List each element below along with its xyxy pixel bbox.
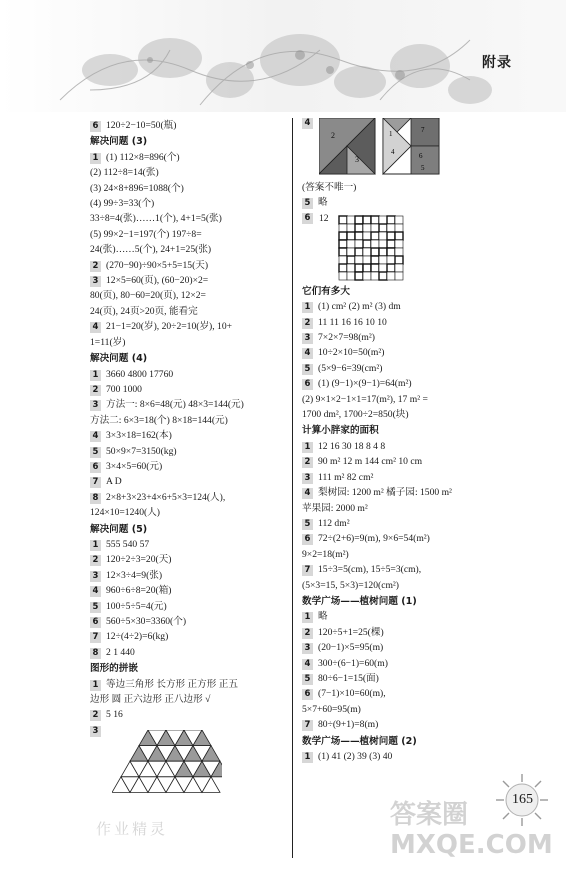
section-heading: 数学广场——植树问题 (2) <box>302 735 417 747</box>
grid-cell <box>371 256 379 264</box>
grid-cell <box>355 224 363 232</box>
answer-line <box>90 242 288 257</box>
question-number: 4 <box>302 488 313 499</box>
answer-text: 120÷2÷3=20(天) <box>106 554 172 566</box>
grid-cell <box>339 272 347 280</box>
answer-line <box>90 707 288 722</box>
answer-text: 90 m² 12 m 144 cm² 10 cm <box>318 456 423 468</box>
grid-cell <box>355 248 363 256</box>
answer-text: 12 <box>319 212 329 224</box>
answer-line <box>90 413 288 428</box>
answer-line <box>90 319 288 334</box>
grid-cell <box>371 232 379 240</box>
answer-text: 700 1000 <box>106 383 142 395</box>
grid-cell <box>347 256 355 264</box>
section-heading: 解决问题 (4) <box>90 353 148 365</box>
question-number: 1 <box>90 153 101 164</box>
answer-line <box>90 645 288 660</box>
answer-line <box>302 578 507 593</box>
grid-cell <box>387 240 395 248</box>
grid-cell <box>379 264 387 272</box>
question-number: 1 <box>90 680 101 691</box>
answer-text: 2×8+3×23+4×6+5×3=124(人), <box>106 491 226 503</box>
answer-text: 7×2×7=98(m²) <box>318 332 375 344</box>
grid-cell <box>371 216 379 224</box>
watermark-text: 答案圈 MXQE.COM <box>390 800 553 860</box>
answer-text: 21−1=20(岁), 20÷2=10(岁), 10+ <box>106 321 233 333</box>
answer-line <box>302 330 507 345</box>
section-heading: 计算小胖家的面积 <box>302 425 379 437</box>
grid-cell <box>395 224 403 232</box>
answer-line <box>302 640 507 655</box>
answer-line <box>90 552 288 567</box>
question-number: 1 <box>90 540 101 551</box>
answer-line <box>90 444 288 459</box>
answer-line <box>90 258 288 273</box>
question-number: 3 <box>90 276 101 287</box>
answer-line <box>90 118 288 133</box>
answer-line <box>90 397 288 412</box>
grid-cell <box>363 272 371 280</box>
answer-text: 3660 4800 17760 <box>106 368 174 380</box>
answer-line <box>302 531 507 546</box>
question-number: 6 <box>302 534 313 545</box>
answer-text: (2) 9×1×2−1×1=17(m²), 17 m² = <box>302 393 428 405</box>
question-number: 6 <box>302 213 313 224</box>
answer-text: (1) cm² (2) m² (3) dm <box>318 301 401 313</box>
tangram-label: 3 <box>355 155 359 164</box>
question-number: 3 <box>90 400 101 411</box>
tangram-label: 4 <box>391 148 395 156</box>
grid-cell <box>379 248 387 256</box>
answer-line <box>302 392 507 407</box>
grid-cell <box>379 216 387 224</box>
question-number: 3 <box>90 726 101 737</box>
answer-line <box>302 485 507 500</box>
answer-line <box>90 677 288 692</box>
grid-cell <box>371 272 379 280</box>
grid-cell <box>363 216 371 224</box>
answer-line <box>90 428 288 443</box>
grid-cell <box>379 224 387 232</box>
grid-cell <box>395 256 403 264</box>
question-number: 5 <box>302 519 313 530</box>
question-number: 5 <box>302 198 313 209</box>
grid-cell <box>371 240 379 248</box>
answer-text: 边形 圆 正六边形 正八边形 √ <box>90 694 211 706</box>
tangram-label: 6 <box>419 152 423 160</box>
grid-figure-block <box>302 211 507 283</box>
answer-line <box>302 439 507 454</box>
right-column <box>302 118 507 764</box>
grid-cell <box>387 232 395 240</box>
grid-cell <box>347 248 355 256</box>
answer-line <box>90 505 288 520</box>
left-column <box>90 118 288 738</box>
answer-text: 80÷6−1=15(面) <box>318 672 379 684</box>
answer-line <box>90 537 288 552</box>
answer-line <box>302 501 507 516</box>
answer-text: 124×10=1240(人) <box>90 507 160 519</box>
answer-note: (答案不唯一) <box>302 182 357 193</box>
grid-cell <box>387 224 395 232</box>
answer-text: 5×7+60=95(m) <box>302 703 361 715</box>
answer-text: 80÷(9+1)=8(m) <box>318 719 379 731</box>
grid-cell <box>387 264 395 272</box>
grid-cell <box>395 248 403 256</box>
answer-text: (5) 99×2−1=197(个) 197÷8= <box>90 228 202 240</box>
grid-cell <box>387 256 395 264</box>
page-number: 165 <box>512 792 533 807</box>
answer-text: 111 m² 82 cm² <box>318 471 374 483</box>
answer-text: 11 11 16 16 10 10 <box>318 316 387 328</box>
grid-cell <box>355 272 363 280</box>
answer-line <box>302 299 507 314</box>
answer-line <box>302 717 507 732</box>
answer-line <box>90 211 288 226</box>
answer-text: (7−1)×10=60(m), <box>318 688 386 700</box>
answer-text: 1=11(岁) <box>90 336 126 348</box>
grid-cell <box>395 232 403 240</box>
tangram-label: 1 <box>389 130 393 138</box>
question-number: 5 <box>302 364 313 375</box>
answer-text: 24(页), 24页>20页, 能看完 <box>90 305 198 317</box>
answer-text: 33÷8=4(张)……1(个), 4+1=5(张) <box>90 213 222 225</box>
question-number: 7 <box>90 632 101 643</box>
answer-text: 12×5=60(页), (60−20)×2= <box>106 275 209 287</box>
answer-text: 略 <box>318 197 328 209</box>
answer-line <box>302 671 507 686</box>
answer-line <box>90 367 288 382</box>
grid-cell <box>371 248 379 256</box>
answer-text: 80(页), 80−60=20(页), 12×2= <box>90 290 206 302</box>
answer-line <box>302 376 507 391</box>
grid-cell <box>347 272 355 280</box>
section-heading: 图形的拼嵌 <box>90 663 138 675</box>
answer-line <box>90 599 288 614</box>
answer-line <box>302 315 507 330</box>
grid-cell <box>363 264 371 272</box>
question-number: 5 <box>302 674 313 685</box>
grid-cell <box>379 256 387 264</box>
answer-line <box>302 702 507 717</box>
header-banner <box>0 0 566 112</box>
answer-text: 12÷(4÷2)=6(kg) <box>106 631 169 643</box>
answer-text: (5×9−6=39(cm²) <box>318 362 383 374</box>
answer-text: 1700 dm², 1700÷2=850(块) <box>302 409 409 421</box>
grid-figure <box>338 215 418 281</box>
answer-line <box>302 609 507 624</box>
answer-text: 15÷3=5(cm), 15÷5=3(cm), <box>318 564 422 576</box>
answer-text: 112 dm² <box>318 517 350 529</box>
answer-text: 2 1 440 <box>106 646 135 658</box>
answer-line <box>302 562 507 577</box>
grid-cell <box>339 264 347 272</box>
grid-cell <box>347 240 355 248</box>
answer-text: (20−1)×5=95(m) <box>318 642 384 654</box>
answer-text: 120÷2−10=50(瓶) <box>106 120 177 131</box>
answer-line <box>90 150 288 165</box>
answer-text: 50×9×7=3150(kg) <box>106 445 177 457</box>
grid-cell <box>387 272 395 280</box>
answer-line <box>302 361 507 376</box>
answer-text: 100÷5÷5=4(元) <box>106 600 167 612</box>
question-number: 1 <box>302 612 313 623</box>
answer-line <box>90 474 288 489</box>
answer-line <box>90 614 288 629</box>
question-number: 6 <box>302 689 313 700</box>
question-number: 3 <box>90 571 101 582</box>
grid-cell <box>355 264 363 272</box>
tangram-figures <box>319 118 441 176</box>
question-number: 4 <box>90 586 101 597</box>
grid-cell <box>395 240 403 248</box>
question-number: 4 <box>302 348 313 359</box>
grid-cell <box>395 272 403 280</box>
question-number: 6 <box>90 617 101 628</box>
answer-line <box>302 195 507 210</box>
grid-cell <box>379 232 387 240</box>
answer-text: 略 <box>318 611 328 623</box>
answer-line <box>302 686 507 701</box>
answer-text: (1) 41 (2) 39 (3) 40 <box>318 751 393 762</box>
grid-cell <box>355 232 363 240</box>
answer-line <box>90 459 288 474</box>
grid-cell <box>379 240 387 248</box>
answer-text: A D <box>106 476 122 488</box>
question-number: 8 <box>90 648 101 659</box>
question-number: 8 <box>90 493 101 504</box>
question-number: 3 <box>302 473 313 484</box>
answer-line <box>90 288 288 303</box>
question-number: 4 <box>90 322 101 333</box>
answer-text: 3×3×18=162(本) <box>106 430 172 442</box>
answer-text: (1) (9−1)×(9−1)=64(m²) <box>318 378 412 390</box>
answer-text: (3) 24×8+896=1088(个) <box>90 182 184 194</box>
answer-text: (5×3=15, 5×3)=120(cm²) <box>302 579 399 591</box>
question-number: 1 <box>302 302 313 313</box>
triangle-tiling-figure <box>112 730 222 802</box>
grid-cell <box>371 224 379 232</box>
answer-text: (4) 99÷3=33(个) <box>90 198 155 210</box>
question-number: 2 <box>302 318 313 329</box>
answer-text: 560÷5×30=3360(个) <box>106 616 187 627</box>
answer-text: (2) 112÷8=14(张) <box>90 167 159 179</box>
question-number: 2 <box>90 710 101 721</box>
answer-line <box>90 181 288 196</box>
grid-cell <box>347 216 355 224</box>
column-divider <box>292 118 293 858</box>
footer-faded-logo: 作业精灵 <box>96 820 169 838</box>
grid-cell <box>339 256 347 264</box>
question-number: 2 <box>90 261 101 272</box>
question-number: 1 <box>302 442 313 453</box>
answer-line <box>90 273 288 288</box>
answer-text: (270−90)÷90×5+5=15(天) <box>106 259 209 271</box>
section-heading: 解决问题 (5) <box>90 523 148 535</box>
section-heading: 数学广场——植树问题 (1) <box>302 595 417 607</box>
grid-cell <box>363 240 371 248</box>
appendix-title: 附录 <box>482 55 512 71</box>
grid-cell <box>347 224 355 232</box>
answer-line <box>302 454 507 469</box>
grid-cell <box>355 256 363 264</box>
grid-cell <box>371 264 379 272</box>
answer-line <box>90 382 288 397</box>
answer-line <box>90 629 288 644</box>
answer-line <box>90 196 288 211</box>
tangram-figure-block <box>302 118 507 180</box>
question-number: 3 <box>302 333 313 344</box>
answer-line <box>302 656 507 671</box>
grid-cell <box>363 248 371 256</box>
answer-line <box>302 749 507 764</box>
section-heading: 解决问题 (3) <box>90 136 148 148</box>
answer-text: 12×3÷4=9(张) <box>106 569 163 581</box>
answer-line <box>90 165 288 180</box>
answer-line <box>302 516 507 531</box>
grid-cell <box>379 272 387 280</box>
answer-text: 梨树园: 1200 m² 橘子园: 1500 m² <box>318 487 452 499</box>
answer-text: 苹果园: 2000 m² <box>302 502 368 514</box>
grid-cell <box>339 216 347 224</box>
question-number: 2 <box>302 628 313 639</box>
grid-cell <box>339 248 347 256</box>
grid-cell <box>355 240 363 248</box>
answer-line <box>302 547 507 562</box>
question-number: 2 <box>90 385 101 396</box>
answer-line <box>302 345 507 360</box>
grid-cell <box>387 248 395 256</box>
answer-text: 960÷6÷8=20(箱) <box>106 585 172 597</box>
right-answers <box>302 284 507 765</box>
answer-text: 555 540 57 <box>106 538 150 550</box>
tangram-label: 5 <box>421 164 425 172</box>
answer-line <box>90 568 288 583</box>
answer-text: 72÷(2+6)=9(m), 9×6=54(m²) <box>318 533 430 545</box>
answer-text: 10÷2×10=50(m²) <box>318 347 385 359</box>
question-number: 3 <box>302 643 313 654</box>
grid-cell <box>395 264 403 272</box>
question-number: 6 <box>90 462 101 473</box>
grid-cell <box>387 216 395 224</box>
question-number: 1 <box>90 370 101 381</box>
grid-cell <box>395 216 403 224</box>
answer-line <box>90 692 288 707</box>
answer-line <box>90 490 288 505</box>
tangram-label: 2 <box>331 131 335 140</box>
answer-text: 9×2=18(m²) <box>302 548 349 560</box>
answer-text: 3×4×5=60(元) <box>106 460 163 472</box>
answer-text: 5 16 <box>106 709 123 721</box>
question-number: 2 <box>302 457 313 468</box>
question-number: 4 <box>90 431 101 442</box>
section-heading: 它们有多大 <box>302 285 350 297</box>
question-number: 4 <box>302 118 313 129</box>
grid-cell <box>339 224 347 232</box>
answer-line <box>302 625 507 640</box>
question-number: 6 <box>90 121 101 132</box>
grid-cell <box>355 216 363 224</box>
watermark-logo <box>390 800 560 860</box>
answer-text: 12 16 30 18 8 4 8 <box>318 440 386 452</box>
question-number: 7 <box>90 477 101 488</box>
grid-cell <box>339 232 347 240</box>
tangram-label: 7 <box>421 126 425 134</box>
question-number: 5 <box>90 447 101 458</box>
answer-line <box>90 304 288 319</box>
answer-text: 24(张)……5(个), 24+1=25(张) <box>90 244 212 256</box>
grid-cell <box>347 232 355 240</box>
grid-cell <box>347 264 355 272</box>
grid-cell <box>339 240 347 248</box>
answer-text: 300÷(6−1)=60(m) <box>318 657 388 669</box>
answer-line <box>90 227 288 242</box>
answer-text: 方法一: 8×6=48(元) 48×3=144(元) <box>106 399 244 411</box>
question-number: 1 <box>302 752 313 763</box>
question-number: 4 <box>302 659 313 670</box>
question-number: 6 <box>302 379 313 390</box>
grid-cell <box>363 232 371 240</box>
question-number: 7 <box>302 565 313 576</box>
answer-line <box>90 335 288 350</box>
question-number: 5 <box>90 602 101 613</box>
grid-cell <box>363 256 371 264</box>
answer-line <box>90 583 288 598</box>
answer-text: 等边三角形 长方形 正方形 正五 <box>106 678 238 690</box>
answer-line <box>302 407 507 422</box>
question-number: 2 <box>90 555 101 566</box>
answer-text: 120÷5+1=25(棵) <box>318 626 384 638</box>
question-number: 7 <box>302 720 313 731</box>
grid-cell <box>363 224 371 232</box>
answer-line <box>302 470 507 485</box>
answer-text: 方法二: 6×3=18(个) 8×18=144(元) <box>90 414 228 426</box>
answer-text: (1) 112×8=896(个) <box>106 151 180 163</box>
